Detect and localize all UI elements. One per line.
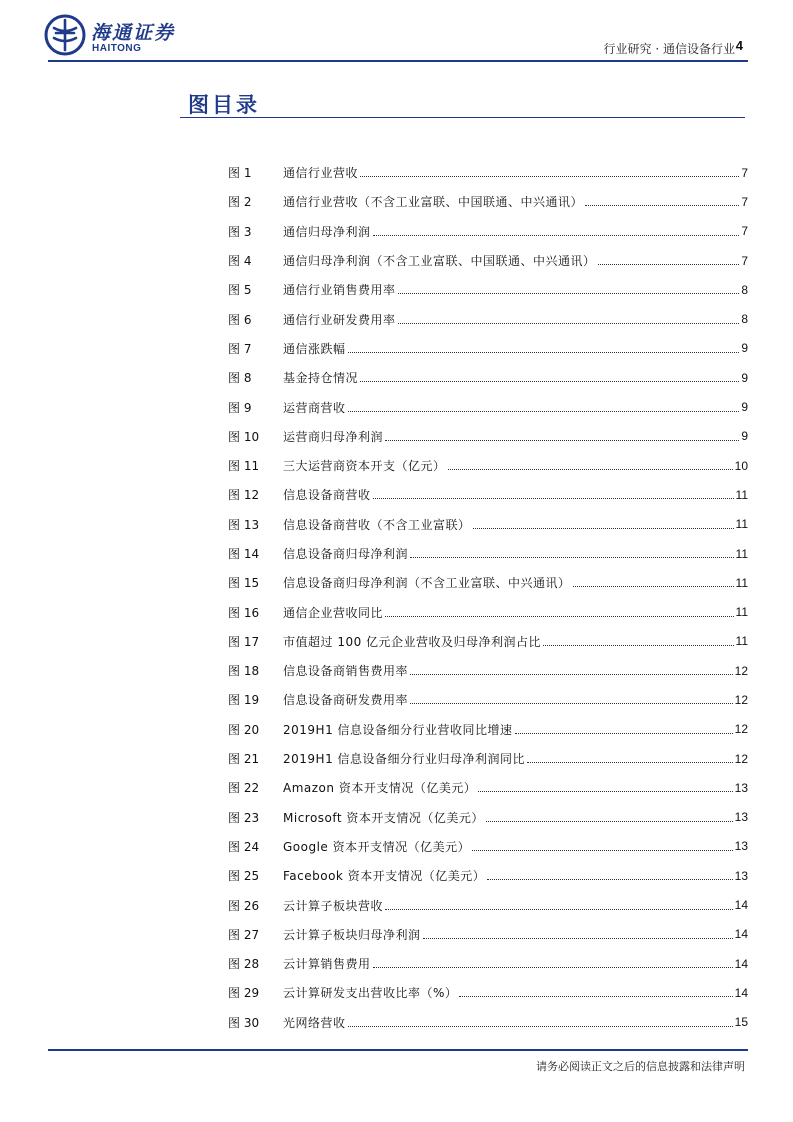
dot-leader bbox=[473, 518, 734, 529]
figure-number: 图 13 bbox=[228, 517, 260, 532]
figure-title: Amazon 资本开支情况（亿美元） bbox=[283, 781, 477, 796]
toc-entry[interactable] bbox=[228, 627, 748, 656]
dot-leader bbox=[423, 928, 733, 939]
header-section-label: 行业研究 · 通信设备行业 bbox=[603, 42, 735, 56]
toc-entry[interactable] bbox=[228, 744, 748, 773]
figure-page-number: 12 bbox=[734, 722, 748, 737]
figure-number: 图 12 bbox=[228, 488, 260, 503]
figure-title: 通信行业销售费用率 bbox=[283, 283, 396, 298]
dot-leader bbox=[543, 635, 733, 646]
figure-page-number: 11 bbox=[735, 546, 748, 561]
toc-entry[interactable] bbox=[228, 539, 748, 568]
figure-page-number: 14 bbox=[734, 898, 748, 913]
dot-leader bbox=[527, 752, 733, 763]
dot-leader bbox=[373, 225, 740, 236]
toc-entry[interactable] bbox=[228, 597, 748, 626]
figure-number: 图 25 bbox=[228, 869, 260, 884]
logo-english-name: HAITONG bbox=[92, 43, 142, 54]
figure-page-number: 12 bbox=[734, 751, 748, 766]
toc-entry[interactable] bbox=[228, 363, 748, 392]
toc-entry[interactable] bbox=[228, 656, 748, 685]
toc-entry[interactable] bbox=[228, 715, 748, 744]
figure-page-number: 9 bbox=[741, 400, 748, 415]
figure-page-number: 12 bbox=[734, 663, 748, 678]
title-divider bbox=[180, 117, 745, 118]
dot-leader bbox=[373, 488, 734, 499]
dot-leader bbox=[598, 254, 740, 265]
figure-title: 信息设备商销售费用率 bbox=[283, 664, 409, 679]
dot-leader bbox=[478, 781, 732, 792]
dot-leader bbox=[385, 606, 734, 617]
figure-page-number: 7 bbox=[741, 194, 748, 209]
header-divider bbox=[48, 60, 748, 62]
figure-title: 运营商营收 bbox=[283, 400, 346, 415]
toc-entry[interactable] bbox=[228, 422, 748, 451]
toc-entry[interactable] bbox=[228, 685, 748, 714]
figure-page-number: 11 bbox=[735, 605, 748, 620]
figure-number: 图 30 bbox=[228, 1015, 260, 1030]
figure-page-number: 11 bbox=[735, 487, 748, 502]
figure-number: 图 22 bbox=[228, 781, 260, 796]
figure-page-number: 11 bbox=[735, 634, 748, 649]
figure-number: 图 14 bbox=[228, 547, 260, 561]
figure-page-number: 14 bbox=[734, 985, 748, 1000]
logo-chinese-name: 海通证券 bbox=[91, 22, 176, 44]
toc-entry[interactable] bbox=[228, 246, 748, 275]
figure-title: 光网络营收 bbox=[283, 1015, 346, 1030]
haitong-logo bbox=[44, 14, 184, 58]
figure-number: 图 18 bbox=[228, 664, 260, 679]
figure-title: 2019H1 信息设备细分行业归母净利润同比 bbox=[283, 752, 526, 767]
figure-title: Facebook 资本开支情况（亿美元） bbox=[283, 869, 486, 884]
dot-leader bbox=[348, 342, 740, 353]
toc-entry[interactable] bbox=[228, 304, 748, 333]
dot-leader bbox=[448, 459, 733, 470]
figure-page-number: 8 bbox=[741, 312, 748, 327]
dot-leader bbox=[385, 899, 733, 910]
figure-page-number: 13 bbox=[734, 839, 748, 854]
figure-title: 信息设备商研发费用率 bbox=[283, 693, 409, 708]
figure-number: 图 28 bbox=[228, 957, 260, 972]
figure-page-number: 14 bbox=[734, 927, 748, 942]
figure-page-number: 7 bbox=[741, 224, 748, 239]
toc-entry[interactable] bbox=[228, 217, 748, 246]
figure-page-number: 11 bbox=[735, 517, 748, 532]
figure-page-number: 13 bbox=[734, 780, 748, 795]
dot-leader bbox=[459, 986, 732, 997]
page-number: 4 bbox=[735, 38, 743, 53]
figure-title: 通信行业营收（不含工业富联、中国联通、中兴通讯） bbox=[283, 195, 584, 210]
figure-number: 图 17 bbox=[228, 634, 260, 649]
toc-entry[interactable] bbox=[228, 803, 748, 832]
figure-title: 信息设备商营收（不含工业富联） bbox=[283, 517, 471, 532]
figure-page-number: 13 bbox=[734, 810, 748, 825]
toc-entry[interactable] bbox=[228, 773, 748, 802]
toc-entry[interactable] bbox=[228, 890, 748, 919]
figure-number: 图 16 bbox=[228, 605, 260, 620]
figure-number: 图 27 bbox=[228, 927, 260, 942]
figure-title: 信息设备商归母净利润（不含工业富联、中兴通讯） bbox=[283, 576, 571, 591]
figure-number: 图 23 bbox=[228, 810, 260, 825]
figure-title: 信息设备商营收 bbox=[283, 488, 371, 503]
figure-title: 通信企业营收同比 bbox=[283, 605, 384, 620]
toc-entry[interactable] bbox=[228, 1008, 748, 1037]
figure-page-number: 7 bbox=[741, 165, 748, 180]
figure-title: Google 资本开支情况（亿美元） bbox=[283, 839, 471, 854]
toc-entry[interactable] bbox=[228, 187, 748, 216]
toc-entry[interactable] bbox=[228, 510, 748, 539]
figure-title: 通信行业营收 bbox=[283, 166, 359, 181]
dot-leader bbox=[410, 547, 734, 558]
toc-entry[interactable] bbox=[228, 480, 748, 509]
dot-leader bbox=[360, 371, 739, 382]
figure-number: 图 6 bbox=[228, 312, 252, 327]
figure-title: 通信归母净利润 bbox=[283, 224, 371, 239]
figure-number: 图 19 bbox=[228, 693, 260, 708]
figure-title: 基金持仓情况 bbox=[283, 371, 359, 386]
figure-number: 图 21 bbox=[228, 752, 260, 767]
dot-leader bbox=[360, 166, 739, 177]
figure-number: 图 4 bbox=[228, 254, 252, 269]
figure-page-number: 9 bbox=[741, 370, 748, 385]
figure-title: 云计算销售费用 bbox=[283, 957, 371, 972]
haitong-emblem-icon bbox=[44, 14, 86, 56]
page-header bbox=[0, 0, 793, 70]
figure-number: 图 9 bbox=[228, 400, 252, 415]
figure-number: 图 11 bbox=[228, 459, 260, 474]
footer-divider bbox=[48, 1049, 748, 1051]
toc-entry[interactable] bbox=[228, 392, 748, 421]
dot-leader bbox=[348, 1016, 733, 1027]
dot-leader bbox=[585, 195, 739, 206]
dot-leader bbox=[385, 430, 739, 441]
figure-page-number: 9 bbox=[741, 341, 748, 356]
figure-title: 云计算子板块归母净利润 bbox=[283, 927, 421, 942]
toc-entry[interactable] bbox=[228, 334, 748, 363]
figure-page-number: 7 bbox=[741, 253, 748, 268]
dot-leader bbox=[515, 723, 733, 734]
figure-page-number: 11 bbox=[735, 575, 748, 590]
dot-leader bbox=[348, 401, 740, 412]
figure-title: 云计算研发支出营收比率（%） bbox=[283, 986, 458, 1001]
figure-page-number: 15 bbox=[734, 1015, 748, 1030]
figure-page-number: 12 bbox=[734, 692, 748, 707]
footer-disclaimer: 请务必阅读正文之后的信息披露和法律声明 bbox=[536, 1060, 745, 1073]
figure-title: 市值超过 100 亿元企业营收及归母净利润占比 bbox=[283, 634, 542, 649]
figure-title: 通信行业研发费用率 bbox=[283, 312, 396, 327]
figure-page-number: 8 bbox=[741, 282, 748, 297]
figure-number: 图 24 bbox=[228, 839, 260, 854]
figure-title: 三大运营商资本开支（亿元） bbox=[283, 459, 446, 474]
figure-number: 图 15 bbox=[228, 576, 260, 591]
dot-leader bbox=[487, 869, 732, 880]
figure-title: 通信涨跌幅 bbox=[283, 341, 346, 356]
figure-page-number: 13 bbox=[734, 868, 748, 883]
figure-title: 2019H1 信息设备细分行业营收同比增速 bbox=[283, 722, 513, 737]
dot-leader bbox=[486, 811, 733, 822]
figure-number: 图 7 bbox=[228, 341, 252, 356]
figure-number: 图 20 bbox=[228, 722, 260, 737]
figure-page-number: 9 bbox=[741, 429, 748, 444]
figure-number: 图 3 bbox=[228, 224, 252, 239]
figure-number: 图 5 bbox=[228, 283, 252, 298]
figure-title: 云计算子板块营收 bbox=[283, 898, 384, 913]
toc-title: 图目录 bbox=[188, 93, 260, 117]
figure-title: 通信归母净利润（不含工业富联、中国联通、中兴通讯） bbox=[283, 254, 596, 269]
figure-number: 图 10 bbox=[228, 429, 260, 444]
figure-number: 图 29 bbox=[228, 986, 260, 1001]
toc-entry[interactable] bbox=[228, 920, 748, 949]
figure-title: 信息设备商归母净利润 bbox=[283, 547, 409, 561]
toc-entry[interactable] bbox=[228, 949, 748, 978]
dot-leader bbox=[472, 840, 733, 851]
toc-entry[interactable] bbox=[228, 451, 748, 480]
toc-entry[interactable] bbox=[228, 861, 748, 890]
toc-entry[interactable] bbox=[228, 158, 748, 187]
toc-entry[interactable] bbox=[228, 978, 748, 1007]
dot-leader bbox=[410, 693, 733, 704]
toc-entry[interactable] bbox=[228, 832, 748, 861]
dot-leader bbox=[398, 313, 740, 324]
dot-leader bbox=[373, 957, 733, 968]
figure-number: 图 2 bbox=[228, 195, 252, 210]
figure-number: 图 8 bbox=[228, 371, 252, 386]
figure-page-number: 14 bbox=[734, 956, 748, 971]
figure-list bbox=[228, 158, 748, 1037]
figure-title: Microsoft 资本开支情况（亿美元） bbox=[283, 810, 484, 825]
figure-title: 运营商归母净利润 bbox=[283, 429, 384, 444]
figure-page-number: 10 bbox=[734, 458, 748, 473]
toc-entry[interactable] bbox=[228, 275, 748, 304]
figure-number: 图 26 bbox=[228, 898, 260, 913]
dot-leader bbox=[398, 283, 740, 294]
dot-leader bbox=[573, 576, 734, 587]
figure-number: 图 1 bbox=[228, 166, 252, 181]
dot-leader bbox=[410, 664, 733, 675]
toc-entry[interactable] bbox=[228, 568, 748, 597]
